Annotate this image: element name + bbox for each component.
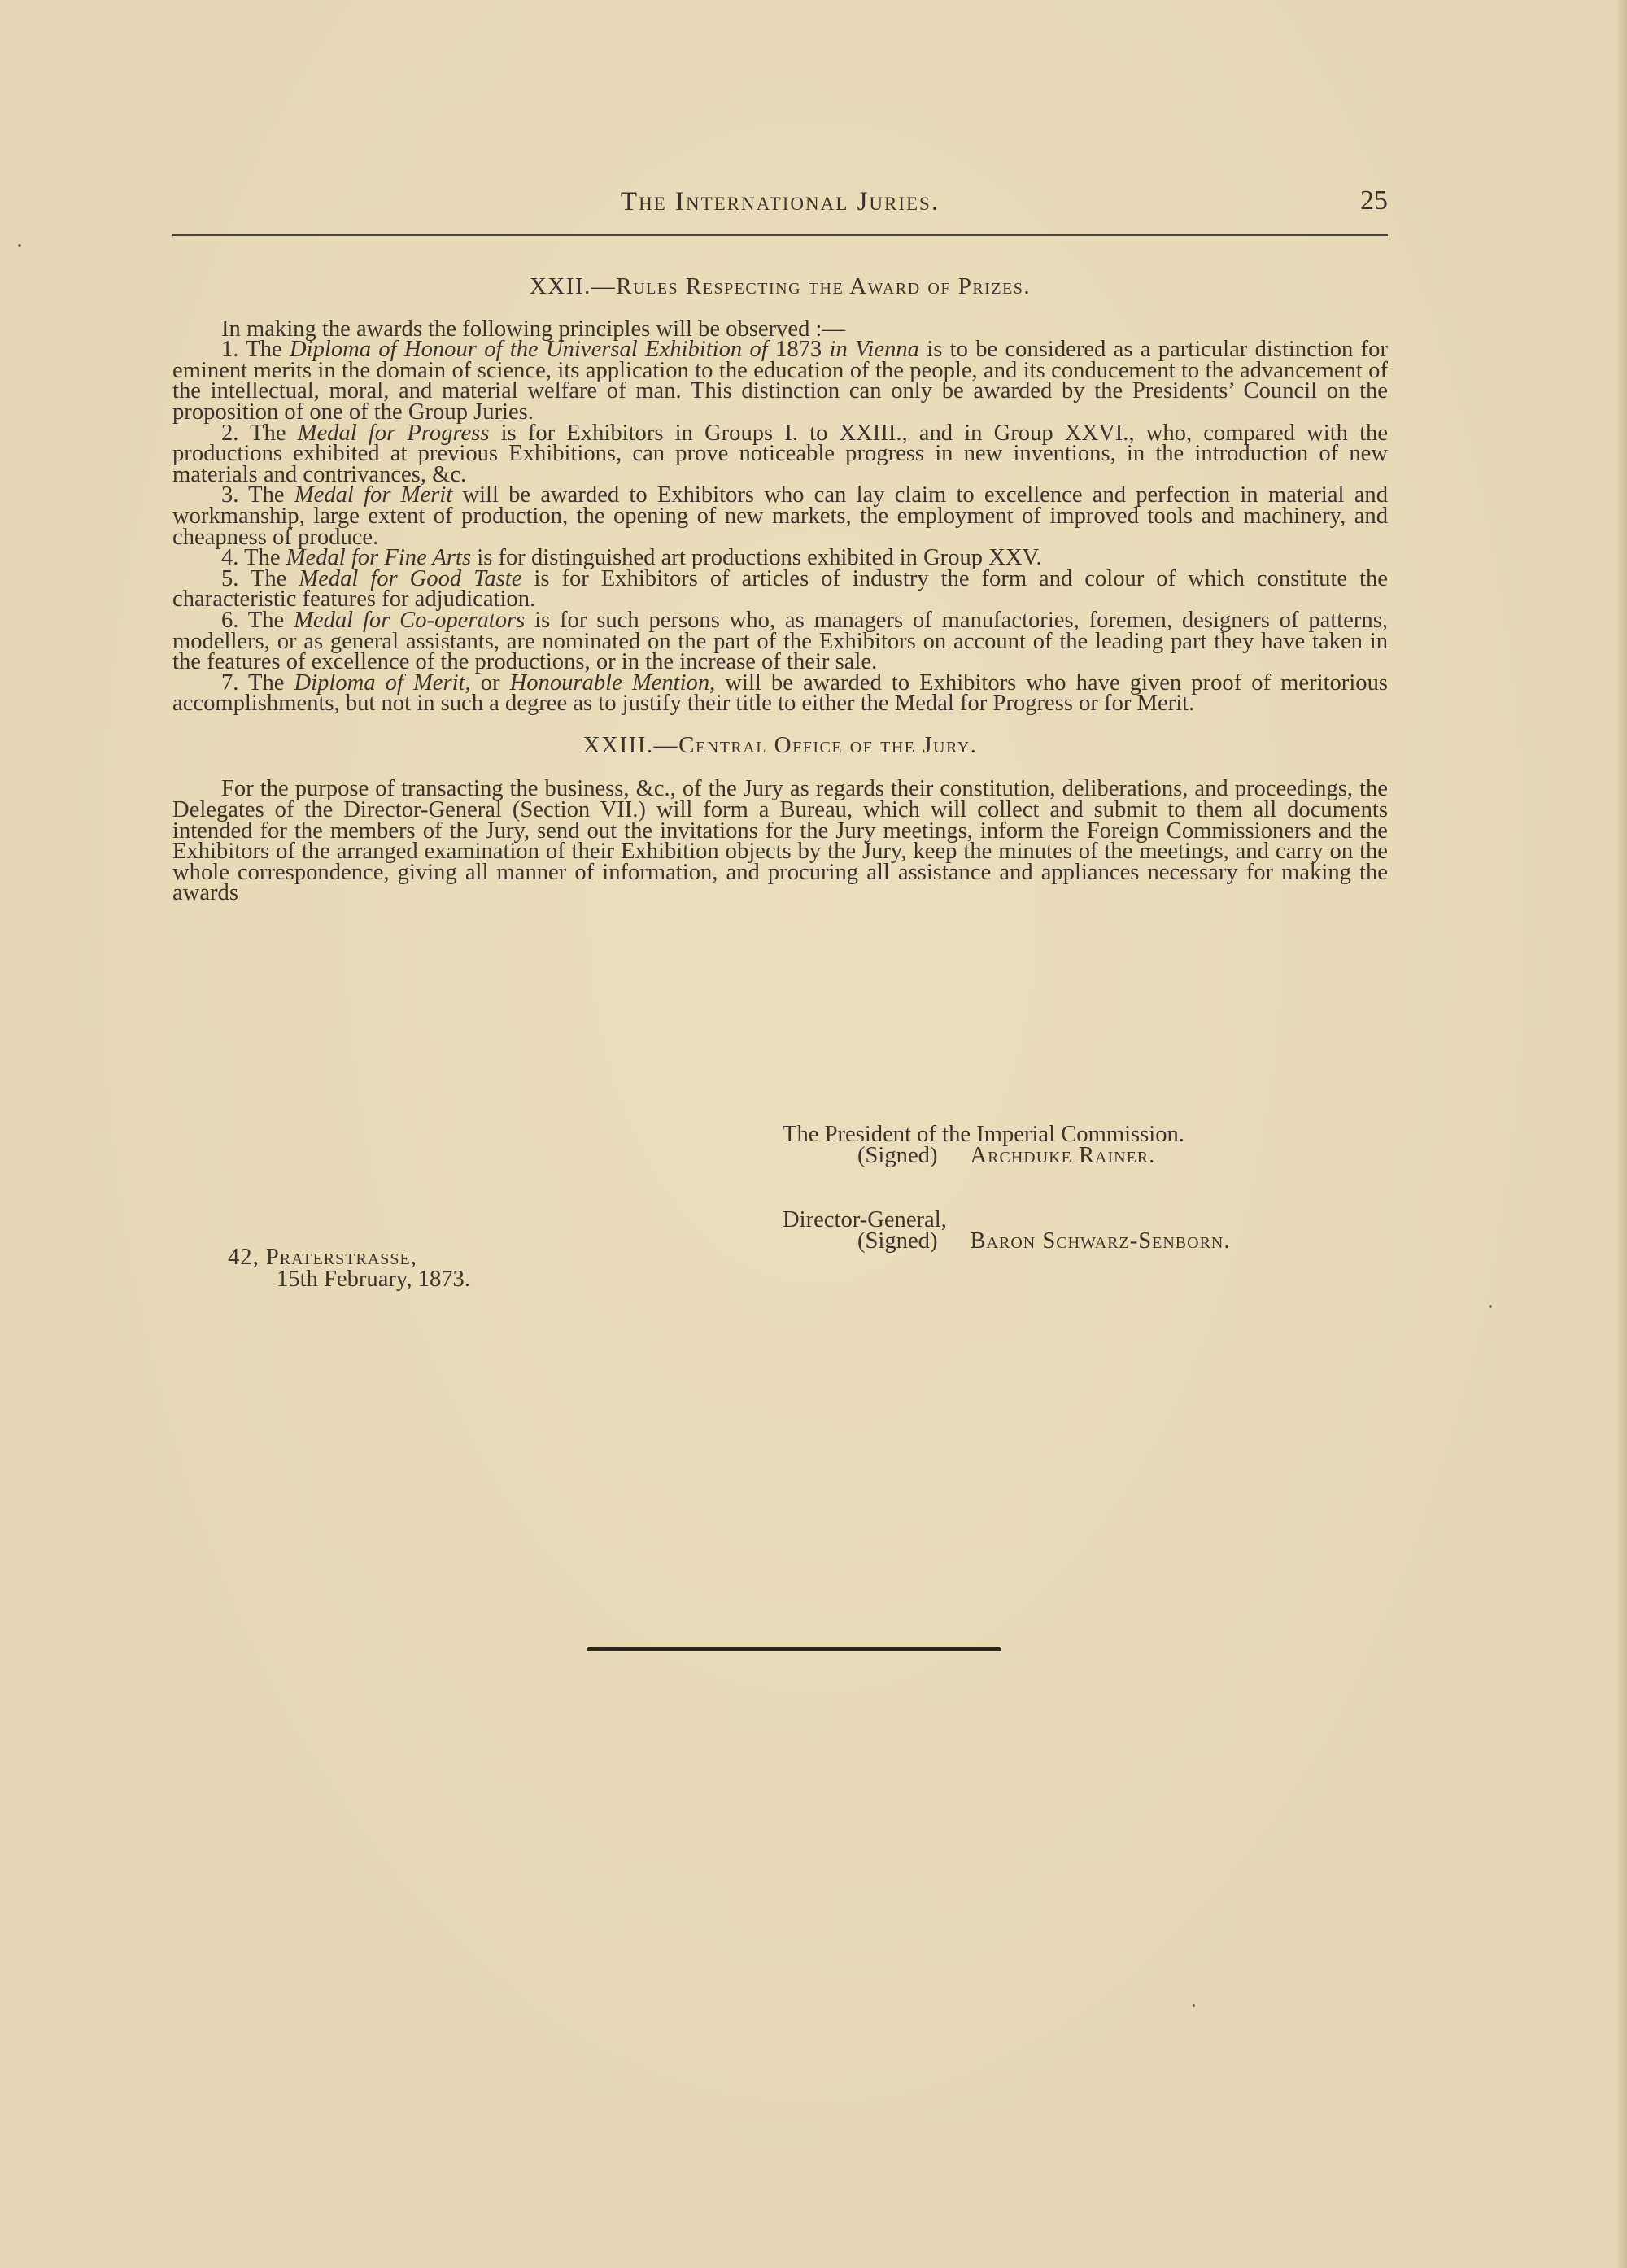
director-title: Director-General, <box>783 1207 947 1233</box>
signed-label: (Signed) <box>857 1142 938 1168</box>
president-name: Archduke Rainer. <box>970 1142 1156 1168</box>
paper-speck <box>18 244 21 247</box>
main-text <box>172 268 1388 904</box>
rule-item-1: 1. The Diploma of Honour of the Universal Exhibition of 1873 in Vienna is to be considered as a particular distinction for eminent merits in the domain of science, its application to the education of the people, and its conducement to the advancement of the intellectual, moral, and material welfare of man. This distinction can only be awarded by the Presidents’ Council on the proposition of one of the Group Juries. <box>172 337 1388 425</box>
running-title: The International Juries. <box>620 187 940 216</box>
address-street: 42, Praterstrasse, <box>228 1245 417 1270</box>
signed-label: (Signed) <box>857 1228 938 1254</box>
director-name: Baron Schwarz-Senborn. <box>970 1228 1231 1254</box>
paper-speck <box>1193 2004 1195 2007</box>
president-signature-line <box>783 1142 1401 1168</box>
address-date: 15th February, 1873. <box>277 1267 470 1292</box>
footer-rule <box>587 1647 1001 1651</box>
rule-item-3: 3. The Medal for Merit will be awarded to Exhibitors who can lay claim to excellence and perfection in material and workmanship, large extent of production, the opening of new markets, the employment of improved tools and machinery, and cheapness of produce. <box>172 482 1388 550</box>
rule-item-2: 2. The Medal for Progress is for Exhibitors in Groups I. to XXIII., and in Group XXVI., who, compared with the productions exhibited at previous Exhibitions, can prove noticeable progress in new inventions, in the introduction of new materials and contrivances, &c. <box>172 420 1389 487</box>
section-heading-xxiii: XXIII.—Central Office of the Jury. <box>582 731 978 758</box>
header-rule <box>172 234 1388 236</box>
rule-item-4: 4. The Medal for Fine Arts is for distinguished art productions exhibited in Group XXV. <box>221 545 1042 571</box>
section-heading-xxii: XXII.—Rules Respecting the Award of Prizes. <box>529 273 1032 299</box>
section-xxii-intro: In making the awards the following principles will be observed :— <box>221 316 846 342</box>
paper-speck <box>1489 1305 1492 1308</box>
page-number: 25 <box>1360 185 1388 216</box>
page-edge-shadow <box>1616 0 1627 2268</box>
rule-item-7: 7. The Diploma of Merit, or Honourable Mention, will be awarded to Exhibitors who have given proof of meritorious accomplishments, but not in such a degree as to justify their title to either the Medal for Progress or for Merit. <box>172 669 1388 717</box>
director-signature-line <box>783 1228 1401 1254</box>
rule-item-5: 5. The Medal for Good Taste is for Exhibitors of articles of industry the form and colour of which constitute the characteristic features for adjudication. <box>172 565 1388 613</box>
rule-item-6: 6. The Medal for Co-operators is for such persons who, as managers of manufactories, foremen, designers of patterns, modellers, or as general assistants, are nominated on the part of the Exhibitors on account of the leading part they have taken in the features of excellence of the productions, or in the increase of their sale. <box>172 607 1388 675</box>
page-header <box>172 181 1388 229</box>
address-block <box>228 1246 470 1290</box>
section-xxiii-body: For the purpose of transacting the business, &c., of the Jury as regards their constitution, deliberations, and proceedings, the Delegates of the Director-General (Section VII.) will form a Bureau, which will collect and submit to them all documents intended for the members of the Jury, send out the invitations for the Jury meetings, inform the Foreign Commissioners and the Exhibitors of the arranged examination of their Exhibition objects by the Jury, keep the minutes of the meetings, and carry on the whole correspondence, giving all manner of information, and procuring all assistance and appliances necessary for making the awards <box>172 776 1388 906</box>
signature-block <box>783 1122 1401 1254</box>
president-title: The President of the Imperial Commission. <box>783 1122 1184 1147</box>
